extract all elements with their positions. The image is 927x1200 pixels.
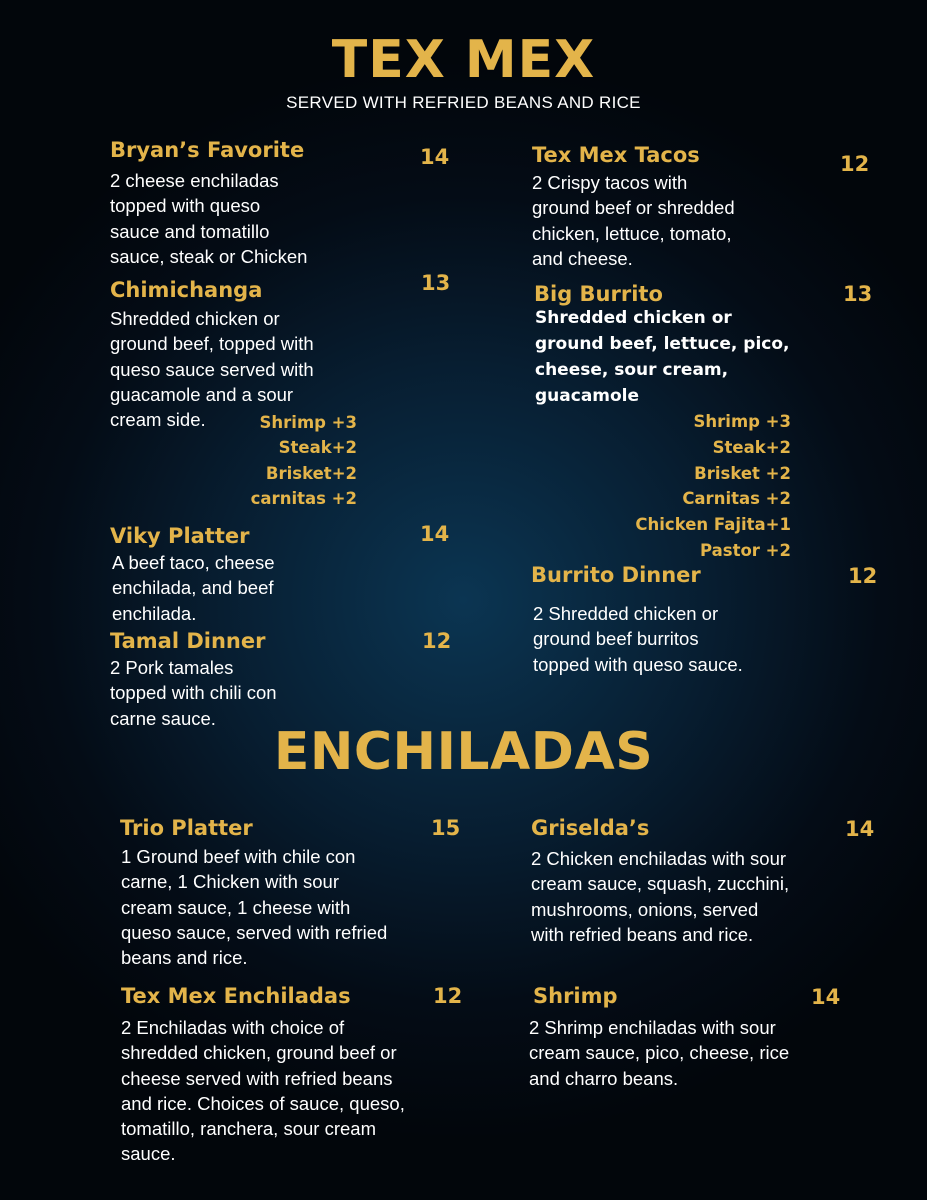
item-description: 2 Crispy tacos with ground beef or shredded chicken, lettuce, tomato, and cheese. (532, 172, 735, 269)
add-on-option: Shrimp +3 (693, 412, 791, 431)
item-description: 2 Shredded chicken or ground beef burritos topped with queso sauce. (533, 603, 743, 675)
item-name: Shrimp (533, 984, 618, 1008)
item-name: Viky Platter (110, 524, 250, 548)
add-on-option: Carnitas +2 (682, 489, 791, 509)
add-on-option: Shrimp +3 (259, 413, 357, 432)
item-price: 13 (843, 282, 873, 306)
item-description: 2 Chicken enchiladas with sour cream sauce, squash, zucchini, mushrooms, onions, served with refried beans and rice. (531, 848, 790, 945)
item-price: 13 (421, 271, 451, 295)
item-price: 12 (840, 152, 870, 176)
item-price: 12 (433, 984, 463, 1008)
item-description: Shredded chicken or ground beef, lettuce, pico, cheese, sour cream, guacamole (535, 308, 790, 406)
item-description: A beef taco, cheese enchilada, and beef enchilada. (112, 552, 275, 624)
add-on-option: Pastor +2 (699, 540, 791, 560)
item-description: 2 Pork tamales topped with chili con carne sauce. (110, 657, 277, 729)
add-on-option: carnitas +2 (250, 488, 357, 508)
item-price: 14 (845, 817, 875, 841)
item-name: Tamal Dinner (110, 629, 266, 653)
item-description: 2 Shrimp enchiladas with sour cream sauce, pico, cheese, rice and charro beans. (529, 1017, 790, 1089)
item-price: 14 (420, 145, 450, 169)
add-on-option: Brisket+2 (265, 463, 357, 483)
item-price: 14 (811, 985, 841, 1009)
item-name: Griselda’s (531, 816, 650, 840)
item-description: 2 cheese enchiladas topped with queso sauce and tomatillo sauce, steak or Chicken (110, 170, 308, 267)
item-description: Shredded chicken or ground beef, topped with queso sauce served with guacamole and a sour cream side. (110, 308, 314, 431)
add-on-option: Steak+2 (278, 438, 357, 458)
section-title-tex-mex: TEX MEX (331, 30, 596, 90)
add-on-option: Steak+2 (712, 437, 791, 457)
item-price: 15 (431, 816, 461, 840)
add-on-option: Brisket +2 (694, 463, 791, 483)
item-name: Bryan’s Favorite (110, 138, 305, 162)
item-name: Big Burrito (534, 282, 663, 306)
section-subtitle: SERVED WITH REFRIED BEANS AND RICE (286, 93, 641, 112)
item-name: Tex Mex Tacos (532, 143, 700, 167)
section-title-enchiladas: ENCHILADAS (273, 722, 654, 782)
item-name: Burrito Dinner (531, 563, 701, 587)
add-on-list (635, 409, 791, 564)
item-name: Trio Platter (120, 816, 253, 840)
item-price: 12 (848, 564, 878, 588)
item-price: 14 (420, 522, 450, 546)
item-price: 12 (422, 629, 452, 653)
item-name: Tex Mex Enchiladas (121, 984, 351, 1008)
item-description: 2 Enchiladas with choice of shredded chicken, ground beef or cheese served with refried beans and rice. Choices of sauce, queso, tomatillo, ranchera, sour cream sauce. (121, 1017, 405, 1165)
item-name: Chimichanga (110, 278, 263, 302)
item-description: 1 Ground beef with chile con carne, 1 Chicken with sour cream sauce, 1 cheese with queso sauce, served with refried beans and rice. (121, 846, 388, 969)
add-on-option: Chicken Fajita+1 (635, 515, 791, 535)
add-on-list (251, 410, 357, 511)
